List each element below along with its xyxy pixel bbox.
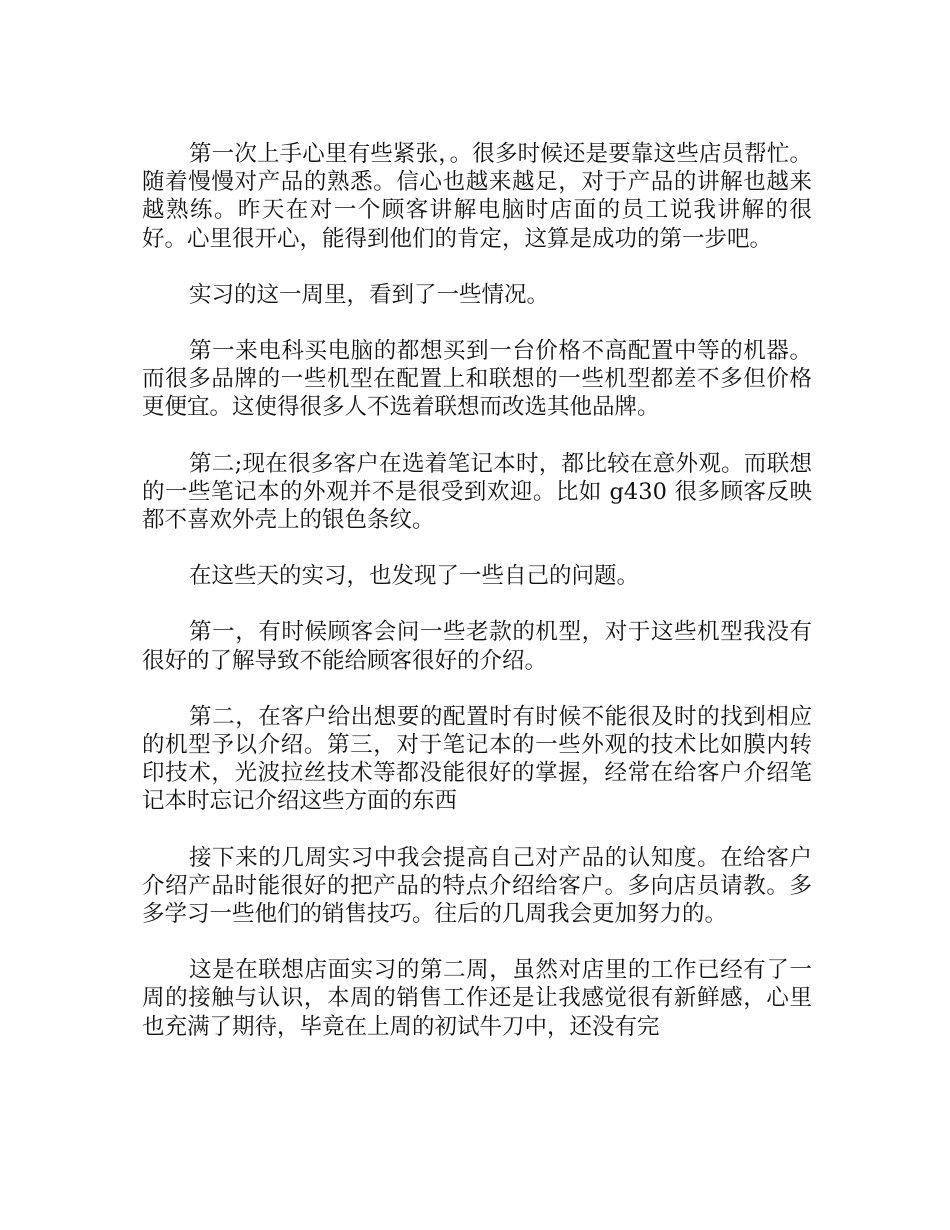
paragraph-2: 实习的这一周里，看到了一些情况。 [189,281,550,308]
document-page [142,140,812,1069]
paragraph-4: 第二;现在很多客户在选着笔记本时，都比较在意外观。而联想的一些笔记本的外观并不是很受到欢迎。比如 g430 很多顾客反映都不喜欢外壳上的银色条纹。 [142,450,812,534]
paragraph-7: 第二，在客户给出想要的配置时有时候不能很及时的找到相应的机型予以介绍。第三，对于笔记本的一些外观的技术比如膜内转印技术，光波拉丝技术等都没能很好的掌握，经常在给客户介绍笔记本时忘记介绍这些方面的东西 [142,703,812,815]
paragraph-6: 第一，有时候顾客会问一些老款的机型，对于这些机型我没有很好的了解导致不能给顾客很好的介绍。 [142,619,812,674]
paragraph-8: 接下来的几周实习中我会提高自己对产品的认知度。在给客户介绍产品时能很好的把产品的特点介绍给客户。多向店员请教。多多学习一些他们的销售技巧。往后的几周我会更加努力的。 [142,844,812,928]
paragraph-5: 在这些天的实习，也发现了一些自己的问题。 [189,563,640,590]
paragraph-9: 这是在联想店面实习的第二周，虽然对店里的工作已经有了一周的接触与认识，本周的销售工作还是让我感觉很有新鲜感，心里也充满了期待，毕竟在上周的初试牛刀中，还没有完 [142,957,812,1040]
paragraph-3: 第一来电科买电脑的都想买到一台价格不高配置中等的机器。而很多品牌的一些机型在配置上和联想的一些机型都差不多但价格更便宜。这使得很多人不选着联想而改选其他品牌。 [142,338,812,421]
paragraph-1: 第一次上手心里有些紧张，。很多时候还是要靠这些店员帮忙。随着慢慢对产品的熟悉。信心也越来越足，对于产品的讲解也越来越熟练。昨天在对一个顾客讲解电脑时店面的员工说我讲解的很好。心里很开心，能得到他们的肯定，这算是成功的第一步吧。 [142,141,812,252]
